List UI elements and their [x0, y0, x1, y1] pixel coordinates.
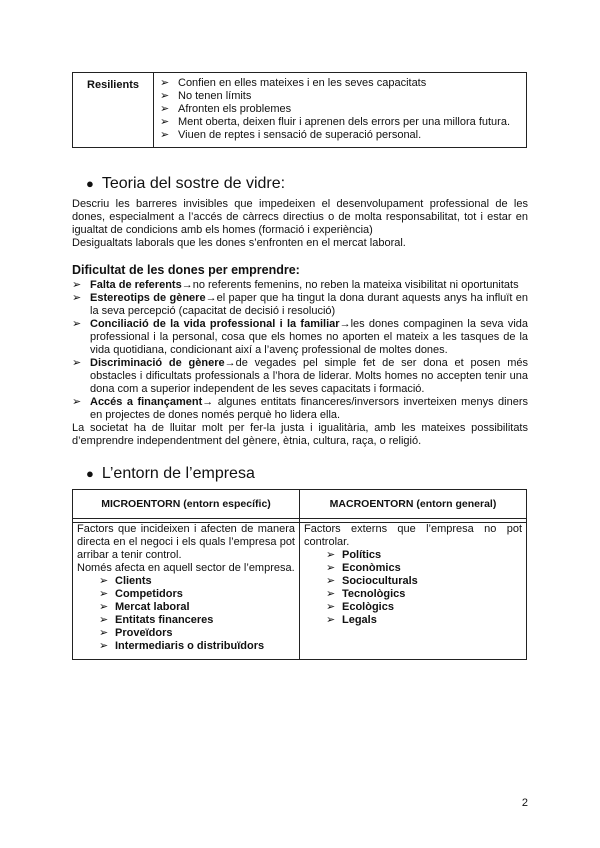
emprendre-conclusion: La societat ha de lluitar molt per fer-la justa i igualitària, amb les mateixes possibilitats d’emprendre independentment del gènere, ètnia, cultura, raça, o religió. — [72, 422, 528, 447]
micro-cell — [73, 523, 300, 660]
macro-header: MACROENTORN (entorn general) — [300, 490, 527, 519]
arrow-bullet-icon: ➢ — [160, 90, 170, 102]
list-item: ➢ Tecnològics — [326, 588, 406, 600]
arrow-bullet-icon: ➢ — [72, 357, 82, 369]
sostre-heading: ● Teoria del sostre de vidre: — [86, 175, 286, 192]
arrow-bullet-icon: ➢ — [326, 614, 336, 626]
list-item: ➢ Ecològics — [326, 601, 394, 613]
sostre-paragraph: Descriu les barreres invisibles que impedeixen el desenvolupament professional de les dones, especialment a l’accés de càrrecs directius o de molta responsabilitat, tot i estar en igualtat de condicions amb els homes (formació i experiència) — [72, 198, 528, 236]
list-item: ➢ Conciliació de la vida professional i la familiar→les dones compaginen la seva vida professional i la personal, cosa que els homes no aporten el mateix a les tasques de la vida quotidiana, condicionant així a l’avenç professional de moltes dones. — [72, 318, 528, 356]
arrow-bullet-icon: ➢ — [99, 601, 109, 613]
list-item: ➢ Proveïdors — [99, 627, 173, 639]
arrow-bullet-icon: ➢ — [99, 575, 109, 587]
bullet-icon: ● — [86, 466, 94, 481]
resilients-label: Resilients — [73, 73, 154, 148]
list-item: ➢ Entitats financeres — [99, 614, 214, 626]
micro-description: Factors que incideixen i afecten de manera directa en el negoci i els quals l’empresa pot arribar a tenir control. — [77, 523, 295, 561]
list-item: ➢ Accés a finançament→ algunes entitats financeres/inversors inverteixen menys diners en projectes de dones només perquè ho lidera ella. — [72, 396, 528, 421]
arrow-bullet-icon: ➢ — [72, 279, 82, 291]
arrow-bullet-icon: ➢ — [160, 77, 170, 89]
list-item: ➢ No tenen límits — [160, 90, 252, 102]
arrow-bullet-icon: ➢ — [99, 614, 109, 626]
arrow-bullet-icon: ➢ — [326, 562, 336, 574]
arrow-bullet-icon: ➢ — [72, 292, 82, 304]
list-item: ➢ Afronten els problemes — [160, 103, 292, 115]
macro-list — [304, 549, 522, 627]
arrow-bullet-icon: ➢ — [72, 318, 82, 330]
resilients-table — [72, 72, 527, 148]
sostre-paragraph-2: Desigualtats laborals que les dones s’enfronten en el mercat laboral. — [72, 237, 406, 249]
macro-description: Factors externs que l’empresa no pot controlar. — [304, 523, 522, 548]
arrow-bullet-icon: ➢ — [326, 588, 336, 600]
list-item: ➢ Viuen de reptes i sensació de superació personal. — [160, 129, 422, 141]
list-item: ➢ Mercat laboral — [99, 601, 190, 613]
emprendre-list — [72, 279, 528, 422]
micro-description-2: Només afecta en aquell sector de l’empresa. — [77, 562, 295, 574]
list-item: ➢ Clients — [99, 575, 152, 587]
list-item: ➢ Legals — [326, 614, 377, 626]
list-item: ➢ Polítics — [326, 549, 382, 561]
micro-header: MICROENTORN (entorn específic) — [73, 490, 300, 519]
list-item: ➢ Intermediaris o distribuïdors — [99, 640, 265, 652]
document-page — [72, 72, 528, 660]
emprendre-heading: Dificultat de les dones per emprendre: — [72, 263, 300, 277]
list-item: ➢ Falta de referents→no referents femenins, no reben la mateixa visibilitat ni oportunitats — [72, 279, 519, 291]
arrow-bullet-icon: ➢ — [72, 396, 82, 408]
page-number: 2 — [521, 797, 528, 809]
arrow-bullet-icon: ➢ — [160, 116, 170, 128]
bullet-icon: ● — [86, 176, 94, 191]
list-item: ➢ Confien en elles mateixes i en les seves capacitats — [160, 77, 427, 89]
resilients-cell — [154, 73, 527, 148]
entorn-heading: ● L’entorn de l’empresa — [86, 465, 255, 482]
list-item: ➢ Estereotips de gènere→el paper que ha tingut la dona durant aquests anys ha influït en la seva percepció (capacitat de decisió i resolució) — [72, 292, 528, 317]
arrow-bullet-icon: ➢ — [99, 588, 109, 600]
micro-list — [77, 575, 295, 653]
resilients-list — [160, 77, 520, 142]
entorn-table — [72, 489, 527, 660]
arrow-bullet-icon: ➢ — [99, 640, 109, 652]
list-item: ➢ Econòmics — [326, 562, 401, 574]
arrow-bullet-icon: ➢ — [99, 627, 109, 639]
arrow-bullet-icon: ➢ — [326, 575, 336, 587]
list-item: ➢ Competidors — [99, 588, 183, 600]
list-item: ➢ Ment oberta, deixen fluir i aprenen dels errors per una millora futura. — [160, 116, 511, 128]
macro-cell — [300, 523, 527, 660]
list-item: ➢ Discriminació de gènere→de vegades pel simple fet de ser dona et posen més obstacles i dificultats professionals a l’hora de liderar. Molts homes no accepten tenir una dona com a superior independent de les seves capacitats i formació. — [72, 357, 528, 395]
arrow-bullet-icon: ➢ — [326, 601, 336, 613]
arrow-bullet-icon: ➢ — [326, 549, 336, 561]
arrow-bullet-icon: ➢ — [160, 129, 170, 141]
list-item: ➢ Socioculturals — [326, 575, 418, 587]
arrow-bullet-icon: ➢ — [160, 103, 170, 115]
